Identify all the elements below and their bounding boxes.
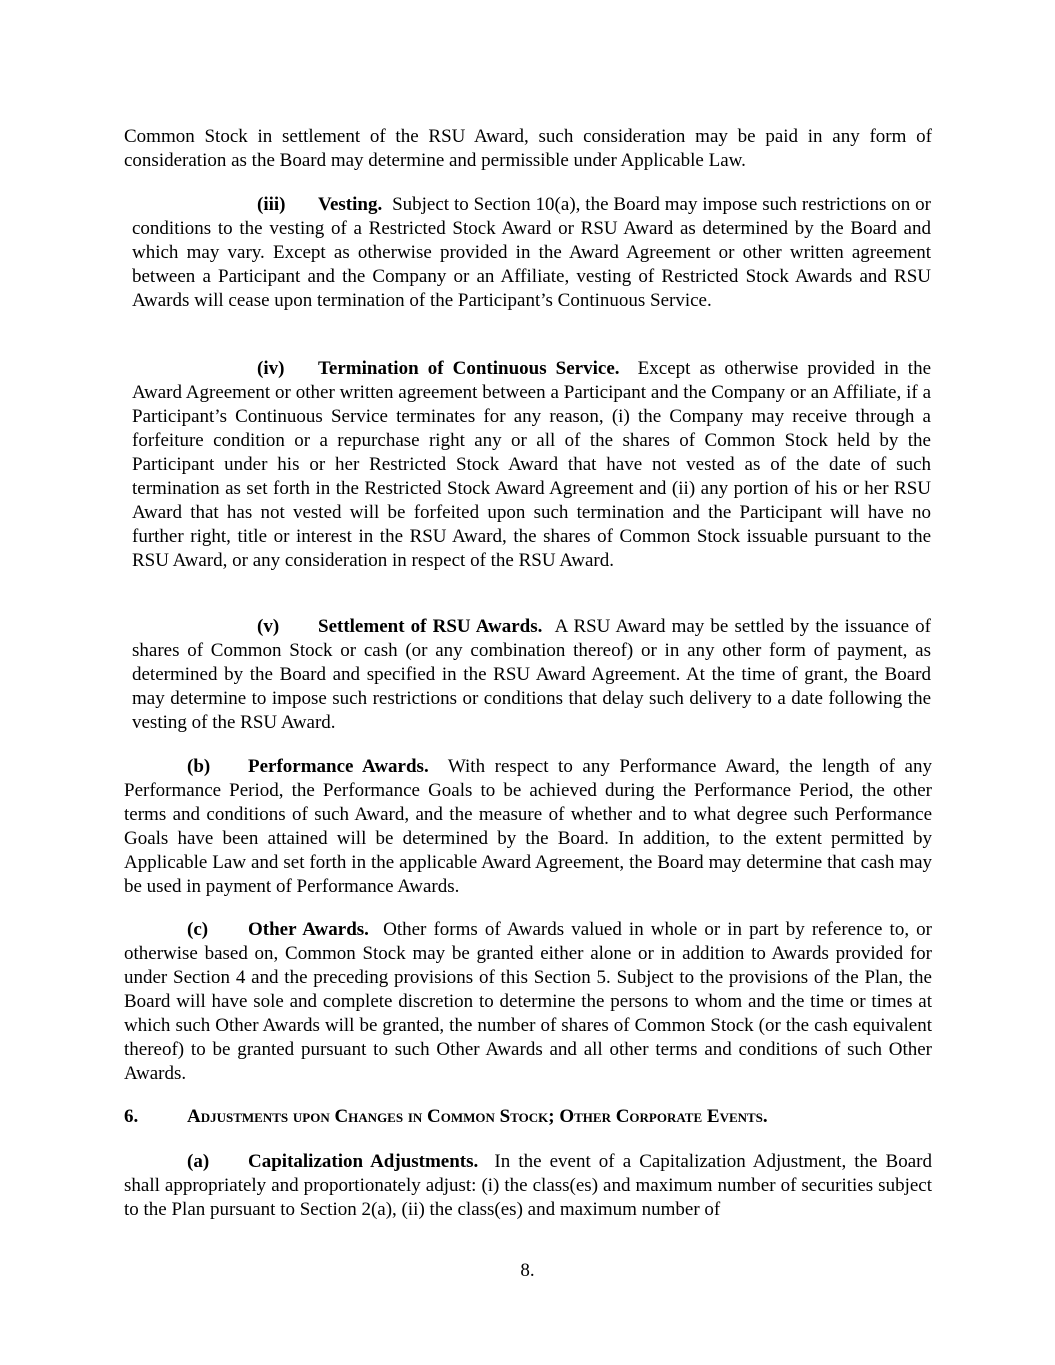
paragraph-heading: Performance Awards. <box>248 756 429 777</box>
paragraph-number: (c) <box>187 919 209 940</box>
paragraph-termination <box>132 357 931 573</box>
paragraph-text: Other forms of Awards valued in whole or in part by reference to, or otherwise based on, Common Stock may be granted either alone or in addition to Awards provided for under Section 4 and the preceding provisions of this Section 5. Subject to the provisions of the Plan, the Board will have sole and complete discretion to determine the persons to whom and the time or times at which such Other Awards will be granted, the number of shares of Common Stock (or the cash equivalent thereof) to be granted pursuant to such Other Awards and all other terms and conditions of such Other Awards. <box>124 919 933 1084</box>
paragraph-number: (iv) <box>257 358 285 379</box>
section-title: Adjustments upon Changes in Common Stock; Other Corporate Events. <box>187 1106 768 1127</box>
section-heading <box>124 1105 932 1129</box>
paragraph-heading: Termination of Continuous Service. <box>318 358 620 379</box>
paragraph-text: A RSU Award may be settled by the issuance of shares of Common Stock or cash (or any combination thereof) or in any other form of payment, as determined by the Board and specified in the RSU Award Agreement. At the time of grant, the Board may determine to impose such restrictions or conditions that delay such delivery to a date following the vesting of the RSU Award. <box>132 616 931 733</box>
paragraph-number: (iii) <box>257 194 286 215</box>
paragraph-number: (b) <box>187 756 211 777</box>
paragraph-heading: Capitalization Adjustments. <box>248 1151 479 1172</box>
paragraph-number: (v) <box>257 616 280 637</box>
paragraph-settlement <box>132 615 931 735</box>
paragraph-vesting <box>132 193 931 313</box>
paragraph-other-awards <box>124 918 932 1086</box>
paragraph-continuation <box>124 125 932 173</box>
paragraph-capitalization-adjustments <box>124 1150 932 1222</box>
paragraph-heading: Vesting. <box>318 194 383 215</box>
paragraph-heading: Other Awards. <box>248 919 369 940</box>
paragraph-text: With respect to any Performance Award, the length of any Performance Period, the Performance Goals to be achieved during the Performance Period, the other terms and conditions of such Award, and the measure of whether and to what degree such Performance Goals have been attained will be determined by the Board. In addition, to the extent permitted by Applicable Law and set forth in the applicable Award Agreement, the Board may determine that cash may be used in payment of Performance Awards. <box>124 756 932 897</box>
paragraph-text: Common Stock in settlement of the RSU Award, such consideration may be paid in any form of consideration as the Board may determine and permissible under Applicable Law. <box>124 126 932 171</box>
paragraph-text: Except as otherwise provided in the Award Agreement or other written agreement between a Participant and the Company or an Affiliate, if a Participant’s Continuous Service terminates for any reason, (i) the Company may receive through a forfeiture condition or a repurchase right any or all of the shares of Common Stock held by the Participant under his or her Restricted Stock Award that have not vested as of the date of such termination as set forth in the Restricted Stock Award Agreement and (ii) any portion of his or her RSU Award that has not vested will be forfeited upon such termination and the Participant will have no further right, title or interest in the RSU Award, the shares of Common Stock issuable pursuant to the RSU Award, or any consideration in respect of the RSU Award. <box>132 358 932 571</box>
paragraph-heading: Settlement of RSU Awards. <box>318 616 543 637</box>
paragraph-text: Subject to Section 10(a), the Board may impose such restrictions on or conditions to the vesting of a Restricted Stock Award or RSU Award as determined by the Board and which may vary. Except as otherwise provided in the Award Agreement or other written agreement between a Participant and the Company or an Affiliate, vesting of Restricted Stock Awards and RSU Awards will cease upon termination of the Participant’s Continuous Service. <box>132 194 932 311</box>
paragraph-performance-awards <box>124 755 932 899</box>
section-number: 6. <box>124 1106 139 1127</box>
paragraph-number: (a) <box>187 1151 210 1172</box>
page-number: 8. <box>520 1260 535 1281</box>
paragraph-text: In the event of a Capitalization Adjustment, the Board shall appropriately and proportionately adjust: (i) the class(es) and maximum number of securities subject to the Plan pursuant to Section 2(a), (ii) the class(es) and maximum number of <box>124 1151 932 1220</box>
